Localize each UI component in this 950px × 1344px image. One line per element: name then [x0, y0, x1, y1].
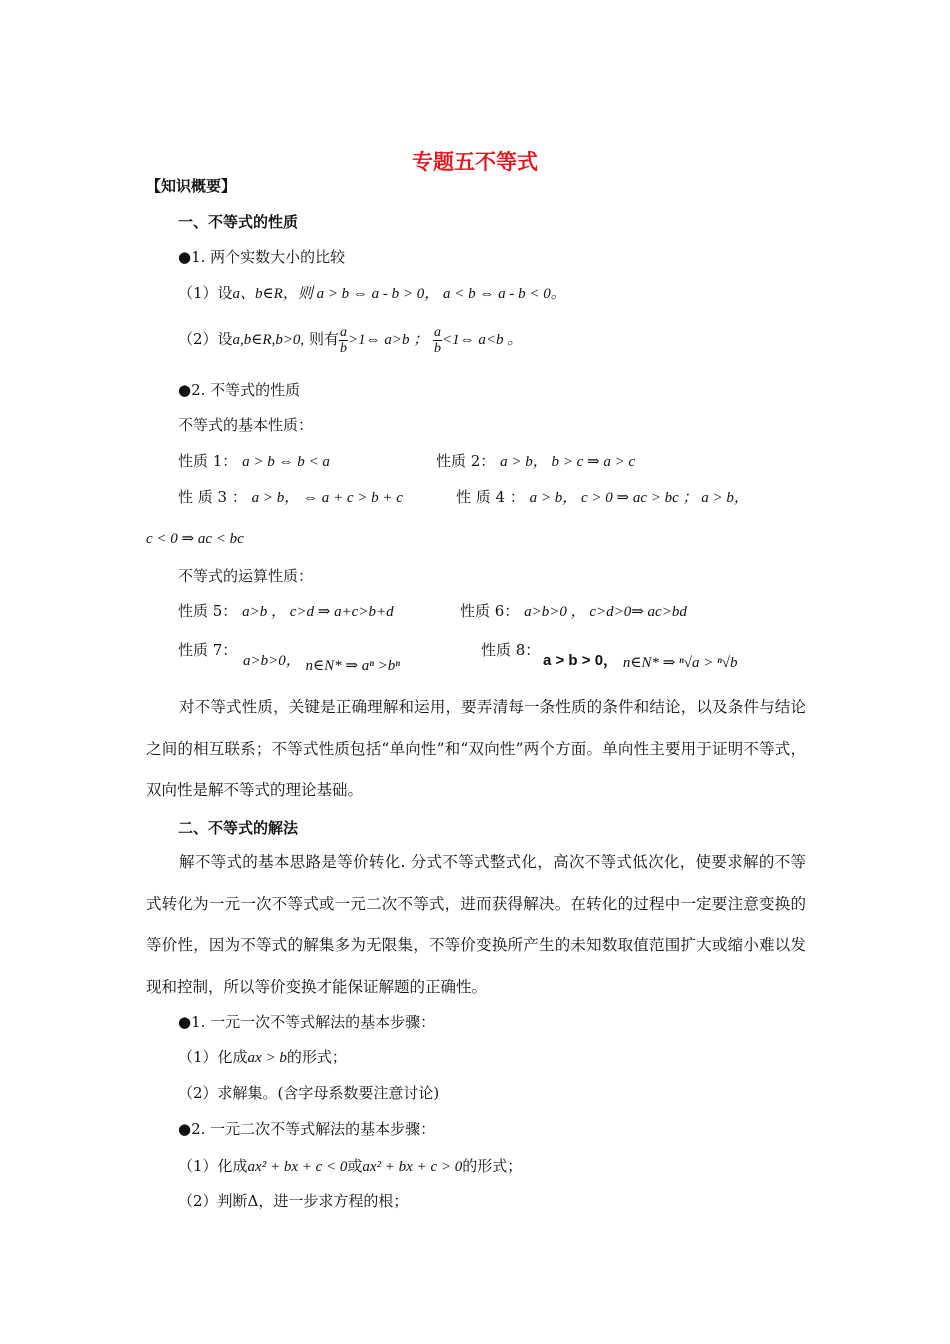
prop6: [460, 601, 687, 622]
section1-heading: 一、不等式的性质: [178, 213, 299, 231]
prop7-math: a>b>0， n∈N* ⇒ aⁿ >bⁿ: [243, 653, 401, 674]
prop5: [178, 601, 394, 622]
comparison-line-1: [178, 283, 566, 304]
section2-heading: 二、不等式的解法: [178, 819, 299, 837]
prop3: [178, 487, 403, 508]
prop2-label: 性质 2：: [436, 452, 496, 470]
linear-step-2: （2）求解集。(含字母系数要注意讨论): [178, 1084, 440, 1102]
prop1-math: a > b ⇔ b < a: [242, 454, 330, 470]
properties-summary: 对不等式性质，关键是正确理解和运用，要弄清每一条性质的条件和结论，以及条件与结论之间的相互联系；不等式性质包括“单向性”和“双向性”两个方面。单向性主要用于证明不等式，双向性是解不等式的理论基础。: [146, 698, 806, 799]
line1-prefix: （1）设: [178, 284, 233, 302]
fraction-a-over-b: $\frac{a}{b}$: [339, 324, 347, 356]
prop5-math: a>b ， c>d ⇒ a+c>b+d: [242, 604, 394, 620]
quadratic-item-label: ●2. 一元二次不等式解法的基本步骤：: [178, 1120, 436, 1138]
line1-math: a、b∈R，则 a > b ⇔ a - b > 0， a < b ⇔ a - b < 0。: [232, 286, 566, 302]
prop4-label: 性 质 4 ：: [456, 488, 525, 506]
quadratic-step-1: （1）化成ax² + bx + c < 0或ax² + bx + c > 0的形式；: [178, 1157, 523, 1175]
calc-props-title: 不等式的运算性质：: [178, 567, 314, 585]
prop6-label: 性质 6：: [460, 602, 520, 620]
prop7-label: 性质 7：: [178, 641, 238, 659]
quadratic-step-2: （2）判断Δ，进一步求方程的根；: [178, 1192, 409, 1210]
prop1: [178, 451, 330, 472]
quadratic-form-lt: ax² + bx + c < 0: [247, 1159, 348, 1175]
page-title: 专题五不等式: [412, 150, 538, 174]
prop2-math: a > b， b > c ⇒ a > c: [500, 454, 636, 470]
prop8-math: a > b > 0， n∈N* ⇒ ⁿ√a > ⁿ√b: [543, 652, 738, 671]
item1-label: ●1. 两个实数大小的比较: [178, 248, 346, 266]
prop5-label: 性质 5：: [178, 602, 238, 620]
basic-props-title: 不等式的基本性质：: [178, 416, 314, 434]
fraction-a-over-b-2: $\frac{a}{b}$: [434, 324, 442, 356]
line2-prefix: （2）设: [178, 330, 233, 348]
prop4-math: a > b， c > 0 ⇒ ac > bc ； a > b，: [529, 490, 749, 506]
prop8-label: 性质 8：: [481, 641, 541, 659]
line2-math-a: a,b∈R,b>0,: [232, 332, 305, 348]
prop4-continued: c < 0 ⇒ ac < bc: [146, 531, 244, 547]
line2-then: 则有: [308, 330, 339, 348]
linear-step-1: （1）化成ax > b的形式；: [178, 1048, 347, 1066]
quadratic-form-gt: ax² + bx + c > 0: [362, 1159, 463, 1175]
prop2: [436, 451, 635, 472]
prop3-label: 性 质 3 ：: [178, 488, 247, 506]
solving-intro: 解不等式的基本思路是等价转化. 分式不等式整式化，高次不等式低次化，使要求解的不等式转化为一元一次不等式或一元二次不等式，进而获得解决。在转化的过程中一定要注意变换的等价性，因为不等式的解集多为无限集，不等价变换所产生的未知数取值范围扩大或缩小难以发现和控制，所以等价变换才能保证解题的正确性。: [146, 853, 806, 996]
prop6-math: a>b>0 ， c>d>0⇒ ac>bd: [524, 604, 687, 620]
line2-math-b: >1⇔ a>b ；: [347, 332, 429, 348]
comparison-line-2: [178, 322, 522, 357]
linear-item-label: ●1. 一元一次不等式解法的基本步骤：: [178, 1013, 436, 1031]
prop4: [456, 487, 749, 508]
overview-heading: 【知识概要】: [146, 177, 237, 195]
prop3-math: a > b， ⇔ a + c > b + c: [251, 490, 403, 506]
prop1-label: 性质 1：: [178, 452, 238, 470]
item2-label: ●2. 不等式的性质: [178, 381, 301, 399]
linear-form-math: ax > b: [247, 1050, 287, 1066]
line2-math-c: <1⇔ a<b 。: [442, 332, 523, 348]
